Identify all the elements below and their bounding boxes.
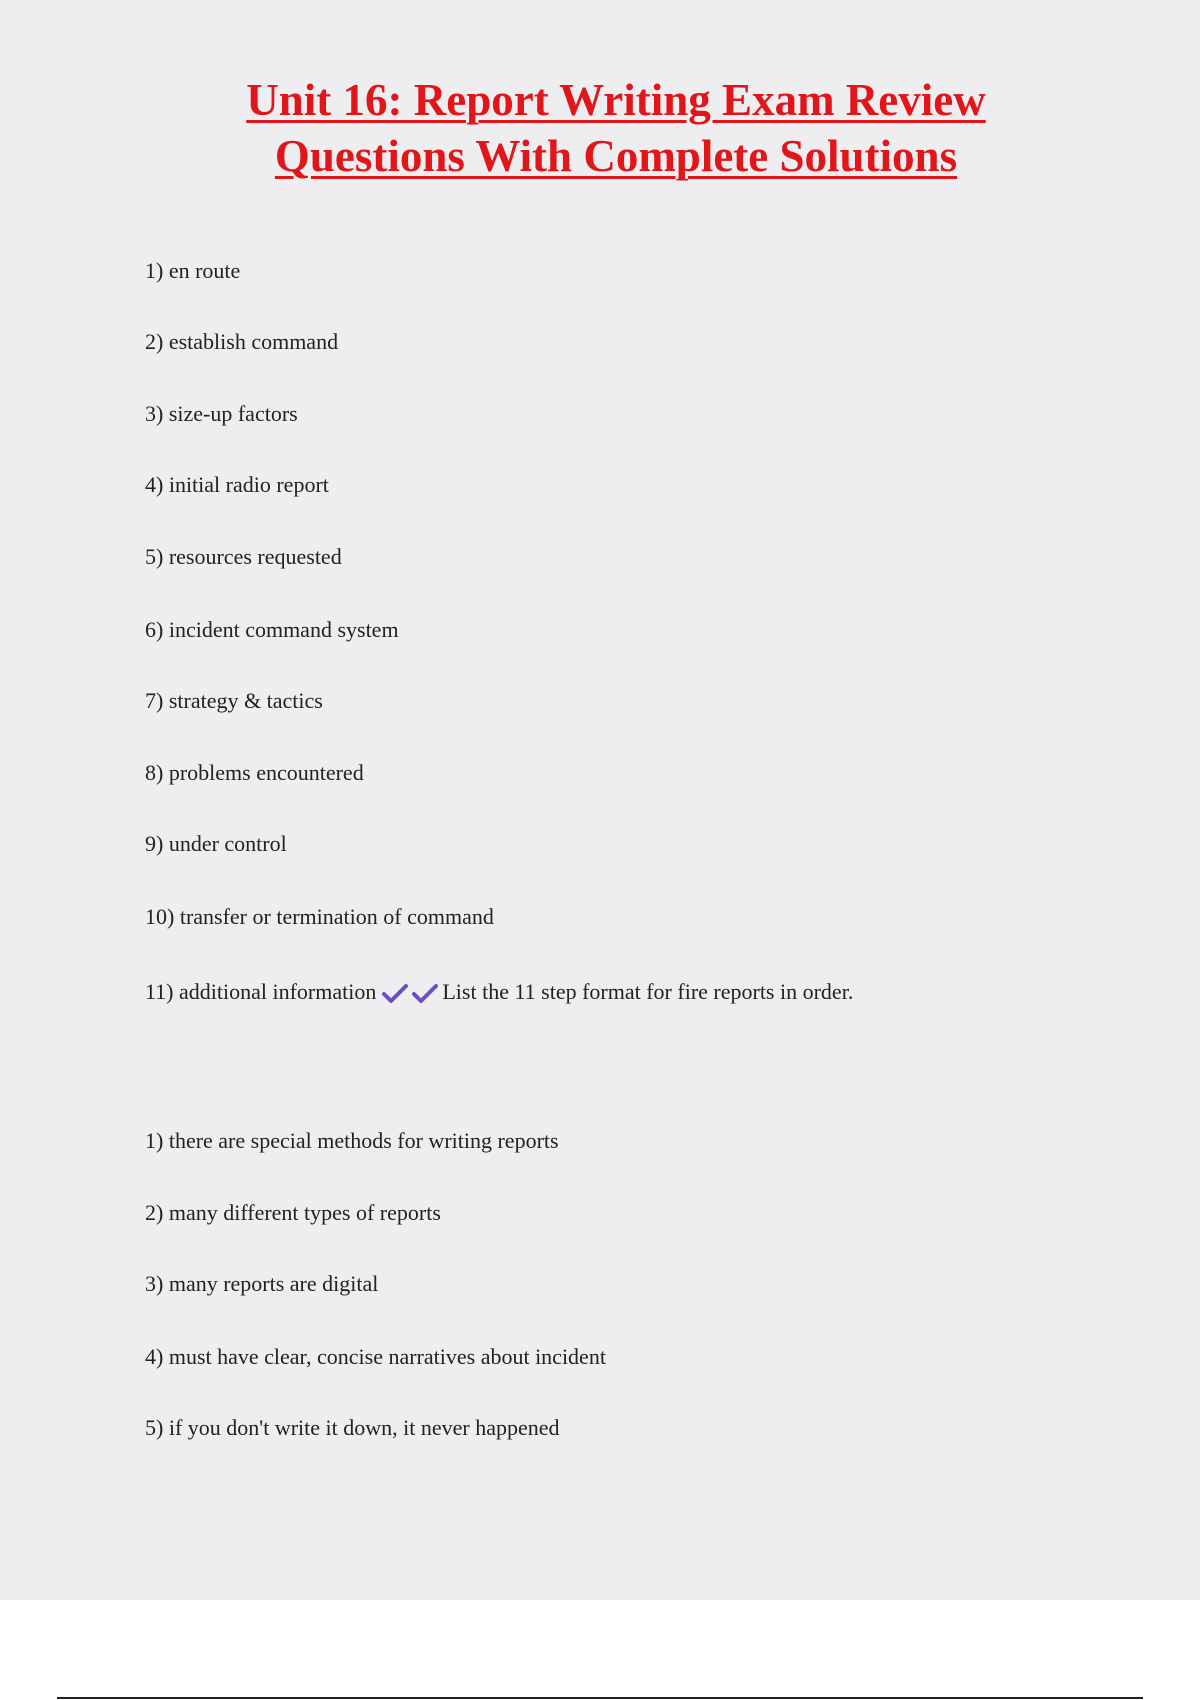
list-item: 3) many reports are digital bbox=[145, 1271, 379, 1296]
list-item: 5) if you don't write it down, it never happened bbox=[145, 1415, 560, 1440]
list-item: 2) many different types of reports bbox=[145, 1200, 441, 1225]
list-item: 4) must have clear, concise narratives about incident bbox=[145, 1344, 606, 1369]
list-item: 3) size-up factors bbox=[145, 401, 298, 426]
list-item: 2) establish command bbox=[145, 329, 339, 354]
list-item: 5) resources requested bbox=[145, 544, 342, 569]
list-item: 1) en route bbox=[145, 258, 241, 283]
question-text: List the 11 step format for fire reports in order. bbox=[442, 979, 854, 1004]
list-item: 8) problems encountered bbox=[145, 760, 364, 785]
title-line-1: Unit 16: Report Writing Exam Review bbox=[246, 75, 986, 125]
check-icon bbox=[412, 983, 438, 1005]
list-item: 9) under control bbox=[145, 831, 287, 856]
list-item: 10) transfer or termination of command bbox=[145, 904, 494, 929]
list-item: 6) incident command system bbox=[145, 617, 399, 642]
document-title bbox=[100, 72, 1132, 184]
list-item: 1) there are special methods for writing reports bbox=[145, 1128, 559, 1153]
title-line-2: Questions With Complete Solutions bbox=[274, 131, 958, 181]
footer-divider bbox=[57, 1697, 1143, 1699]
answer-text: 11) additional information bbox=[145, 979, 377, 1004]
check-icon bbox=[382, 983, 408, 1005]
list-item: 7) strategy & tactics bbox=[145, 688, 323, 713]
list-item: 4) initial radio report bbox=[145, 472, 329, 497]
answer-question-line bbox=[145, 978, 853, 1006]
